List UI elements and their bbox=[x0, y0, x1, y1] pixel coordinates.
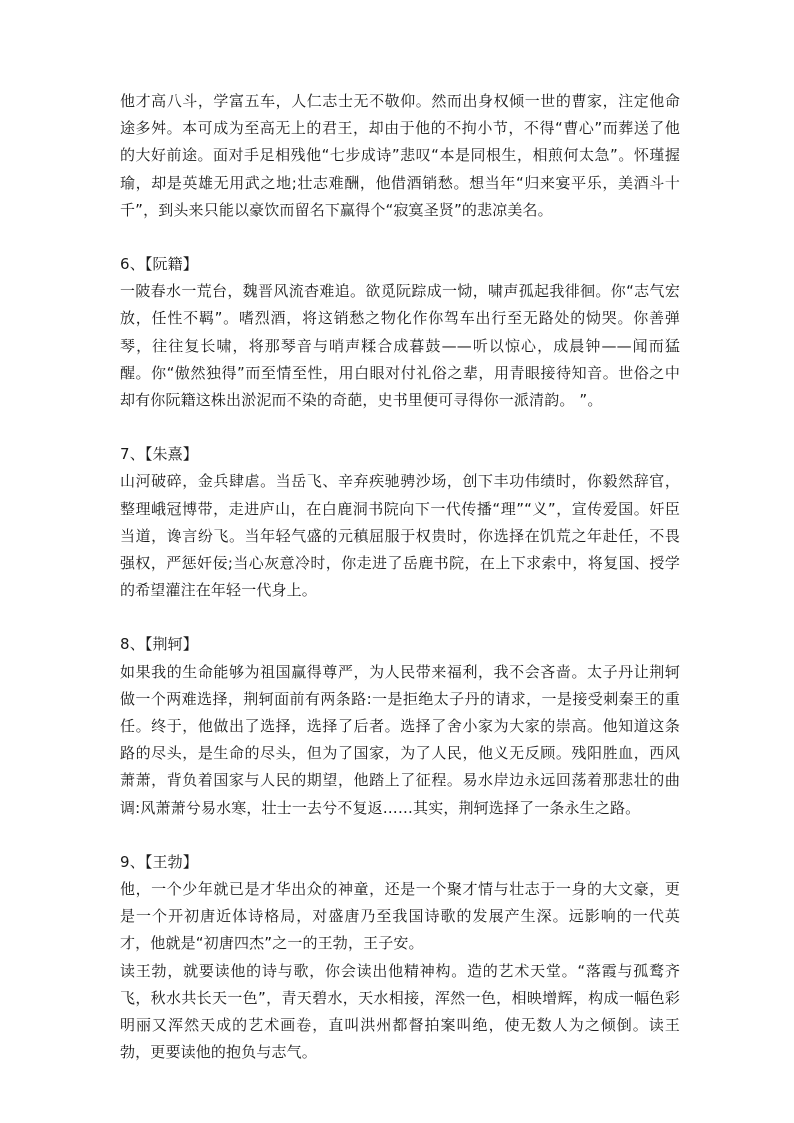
intro-paragraph: 他才高八斗，学富五车，人仁志士无不敬仰。然而出身权倾一世的曹家，注定他命途多舛。本可成为至高无上的君王，却由于他的不拘小节，不得“曹心”而葬送了他的大好前途。面对手足相残他“七步成诗”悲叹“本是同根生，相煎何太急”。怀瑾握瑜，却是英雄无用武之地;壮志难酬，他借酒销愁。想当年“归来宴平乐，美酒斗十千”，到头来只能以豪饮而留名下赢得个“寂寞圣贤”的悲凉美名。 bbox=[120, 92, 680, 219]
section-wang-bo bbox=[120, 849, 680, 1067]
section-heading: 9、【王勃】 bbox=[120, 852, 198, 871]
section-jing-ke bbox=[120, 631, 680, 821]
section-paragraph: 一陂春水一荒台，魏晋风流杳难追。欲觅阮踪成一恸，啸声孤起我徘徊。你“志气宏放，任性不羁”。嗜烈酒，将这销愁之物化作你驾车出行至无路处的恸哭。你善弹琴，往往复长啸，将那琴音与哨声糅合成暮鼓——听以惊心，成晨钟——闻而猛醒。你“傲然独得”而至情至性，用白眼对付礼俗之辈，用青眼接待知音。世俗之中却有你阮籍这株出淤泥而不染的奇葩，史书里便可寻得你一派清韵。 ”。 bbox=[120, 282, 680, 410]
section-paragraph: 读王勃，就要读他的诗与歌，你会读出他精神构。造的艺术天堂。“落霞与孤鹜齐飞，秋水共长天一色”，青天碧水，天水相接，浑然一色，相映增辉，构成一幅色彩明丽又浑然天成的艺术画卷，直叫洪州都督拍案叫绝，使无数人为之倾倒。读王勃，更要读他的抱负与志气。 bbox=[120, 961, 680, 1062]
section-ruan-ji bbox=[120, 251, 680, 414]
section-zhu-xi bbox=[120, 441, 680, 604]
section-heading: 7、【朱熹】 bbox=[120, 445, 198, 464]
section-heading: 6、【阮籍】 bbox=[120, 255, 198, 274]
section-paragraph: 他，一个少年就已是才华出众的神童，还是一个聚才情与壮志于一身的大文豪，更是一个开初唐近体诗格局，对盛唐乃至我国诗歌的发展产生深。远影响的一代英才，他就是“初唐四杰”之一的王勃，王子安。 bbox=[120, 880, 680, 953]
document-page bbox=[120, 88, 680, 1067]
section-heading: 8、【荆轲】 bbox=[120, 635, 198, 654]
intro-block bbox=[120, 88, 680, 224]
section-paragraph: 如果我的生命能够为祖国赢得尊严，为人民带来福利，我不会吝啬。太子丹让荆轲做一个两难选择，荆轲面前有两条路:一是拒绝太子丹的请求，一是接受刺秦王的重任。终于，他做出了选择，选择了后者。选择了舍小家为大家的崇高。他知道这条路的尽头，是生命的尽头，但为了国家，为了人民，他义无反顾。残阳胜血，西风萧萧，背负着国家与人民的期望，他踏上了征程。易水岸边永远回荡着那悲壮的曲调:风萧萧兮易水寒，壮士一去兮不复返……其实，荆轲选择了一条永生之路。 bbox=[120, 662, 680, 817]
section-paragraph: 山河破碎，金兵肆虐。当岳飞、辛弃疾驰骋沙场，创下丰功伟绩时，你毅然辞官，整理峨冠博带，走进庐山，在白鹿洞书院向下一代传播“理”“义”，宣传爱国。奸臣当道，谗言纷飞。当年轻气盛的元稹屈服于权贵时，你选择在饥荒之年赴任，不畏强权，严惩奸佞;当心灰意冷时，你走进了岳鹿书院，在上下求索中，将复国、授学的希望灌注在年轻一代身上。 bbox=[120, 472, 680, 600]
